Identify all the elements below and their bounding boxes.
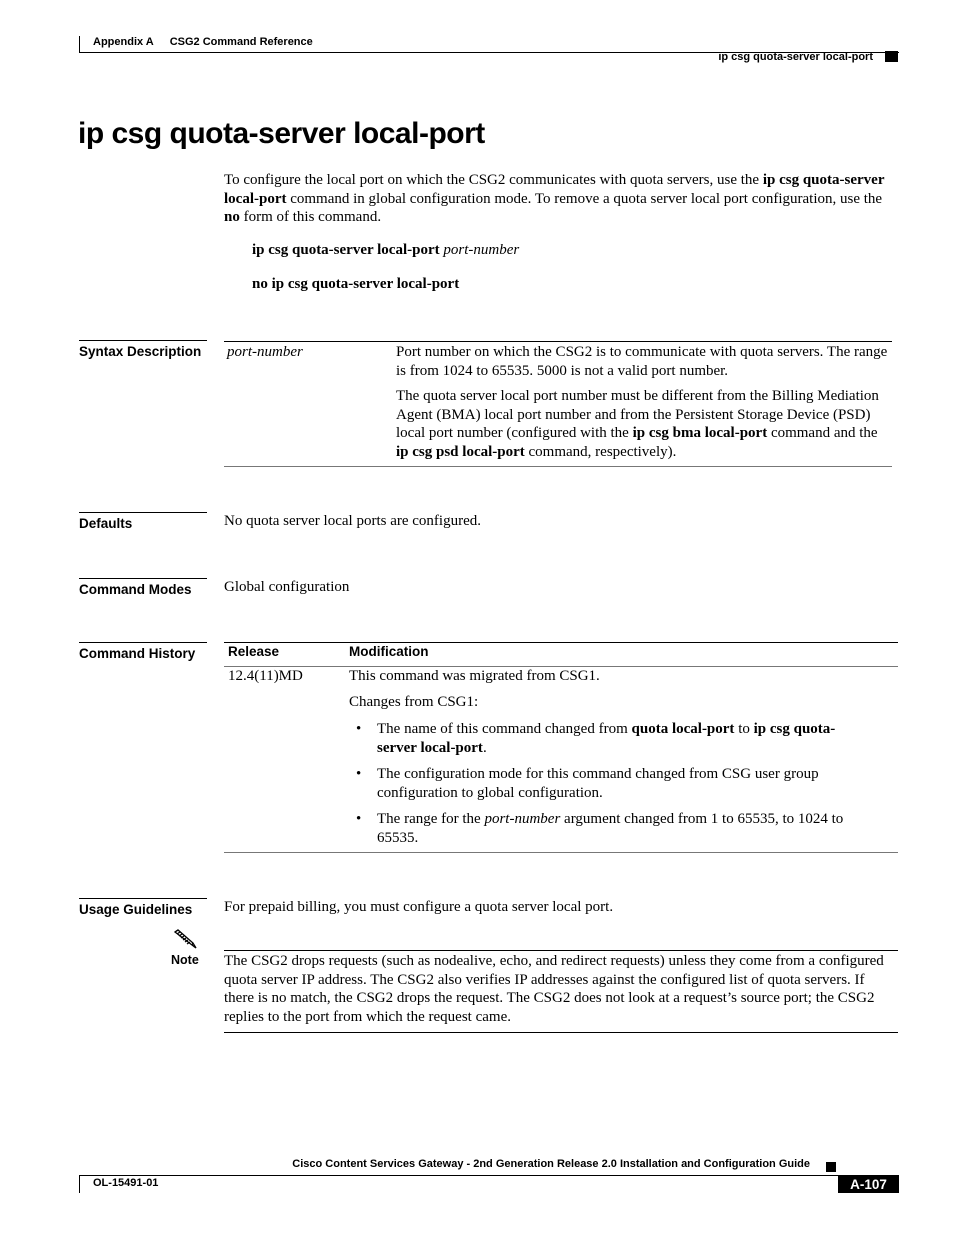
history-mod-1: This command was migrated from CSG1. <box>349 668 600 684</box>
footer-marker <box>826 1162 836 1172</box>
pencil-icon <box>172 928 200 950</box>
page-number: A-107 <box>838 1175 899 1193</box>
syntax-arg-cell: port-number <box>227 344 303 360</box>
section-label-defaults: Defaults <box>79 512 207 531</box>
syntax-line: ip csg quota-server local-port port-number <box>252 242 520 258</box>
footer-title: Cisco Content Services Gateway - 2nd Generation Release 2.0 Installation and Configuration Guide <box>292 1158 810 1170</box>
command-modes-text: Global configuration <box>224 579 350 595</box>
syntax-argument: port-number <box>443 242 520 258</box>
section-label-command-modes: Command Modes <box>79 578 207 597</box>
list-item: • The name of this command changed from quota local-port to ip csg quota-server local-port. <box>349 720 869 758</box>
syntax-no-line: no ip csg quota-server local-port <box>252 276 460 292</box>
table-rule-bottom <box>224 466 892 467</box>
section-label-syntax-description: Syntax Description <box>79 340 207 359</box>
intro-paragraph: To configure the local port on which the CSG2 communicates with quota servers, use the ip csg quota-server local-port command in global configuration mode. To remove a quota server local port configuration, use the no form of this command. <box>224 172 885 225</box>
list-item: • The range for the port-number argument changed from 1 to 65535, to 1024 to 65535. <box>349 810 869 848</box>
usage-guidelines-text: For prepaid billing, you must configure a quota server local port. <box>224 899 614 915</box>
history-rule-bottom <box>224 852 898 853</box>
note-rule-bottom <box>224 1032 898 1033</box>
history-changes-list <box>349 720 869 855</box>
history-mod-2: Changes from CSG1: <box>349 694 479 710</box>
note-rule-top <box>224 950 898 951</box>
table-rule-top <box>224 341 892 342</box>
header-section: CSG2 Command Reference <box>169 36 313 48</box>
footer-rule <box>79 1175 899 1176</box>
list-item: • The configuration mode for this command changed from CSG user group configuration to global configuration. <box>349 765 869 803</box>
history-col-modification: Modification <box>349 644 429 659</box>
section-label-command-history: Command History <box>79 642 207 661</box>
page-title: ip csg quota-server local-port <box>78 117 485 150</box>
note-text: The CSG2 drops requests (such as nodealive, echo, and redirect requests) unless they come from a configured quota server IP address. The CSG2 also verifies IP addresses against the configured list of quota servers. If there is no match, the CSG2 drops the request. The CSG2 does not look at a request’s source port; the CSG2 replies to the port from which the request came. <box>224 953 884 1025</box>
note-label: Note <box>171 953 199 967</box>
defaults-text: No quota server local ports are configured. <box>224 513 481 529</box>
header-appendix: Appendix A <box>93 36 154 48</box>
history-release-value: 12.4(11)MD <box>228 668 303 684</box>
section-label-usage-guidelines: Usage Guidelines <box>79 898 207 917</box>
running-header <box>79 36 313 52</box>
header-marker <box>885 51 898 62</box>
syntax-desc-1: Port number on which the CSG2 is to communicate with quota servers. The range is from 1024 to 65535. 5000 is not a valid port number. <box>396 344 888 379</box>
history-col-release: Release <box>228 644 280 659</box>
footer-doc-id: OL-15491-01 <box>79 1175 158 1193</box>
history-rule-top <box>224 642 898 643</box>
header-command-ref: ip csg quota-server local-port <box>718 51 873 63</box>
syntax-desc-2: The quota server local port number must be different from the Billing Mediation Agent (BMA) local port number and from the Persistent Storage Device (PSD) local port number (configured with the ip csg bma local-port command and the ip csg psd local-port command, respectively). <box>396 388 879 460</box>
